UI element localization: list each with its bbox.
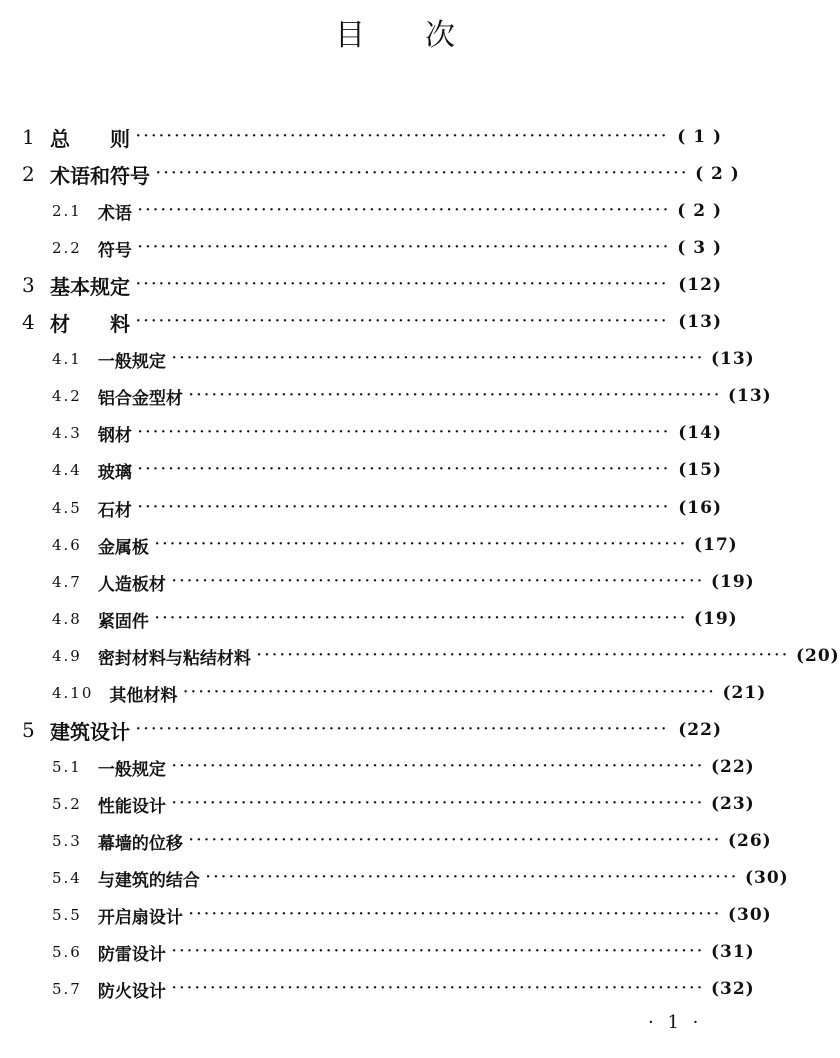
toc-entry-page: (13) (678, 312, 722, 332)
toc-entry-number: 4.1 (52, 350, 82, 368)
toc-entry-number: 4.2 (52, 387, 82, 405)
toc-leader-dots: ····································································· (171, 759, 705, 774)
toc-entry-number: 4.4 (52, 461, 82, 479)
toc-entry[interactable] (52, 937, 755, 967)
toc-entry-title: 开启扇设计 (97, 907, 183, 928)
toc-entry-page: (26) (727, 831, 772, 851)
toc-entry[interactable] (52, 196, 722, 226)
toc-leader-dots: ····································································· (256, 648, 790, 663)
toc-entry[interactable] (52, 233, 722, 263)
toc-entry[interactable] (52, 641, 840, 671)
toc-entry[interactable] (52, 344, 755, 374)
toc-leader-dots: ····································································· (137, 500, 671, 515)
toc-entry-title: 基本规定 (50, 274, 130, 299)
toc-entry[interactable] (52, 381, 772, 411)
toc-leader-dots: ····································································· (136, 277, 670, 292)
toc-entry-title: 一般规定 (97, 759, 166, 780)
page-title: 目次 (335, 18, 515, 53)
toc-entry-title: 材料 (50, 311, 170, 336)
toc-entry-number: 5.4 (52, 869, 82, 887)
toc-entry-title: 其他材料 (109, 685, 178, 706)
toc-entry[interactable] (22, 715, 722, 745)
toc-leader-dots: ····································································· (137, 240, 671, 255)
toc-entry-page: (30) (727, 905, 772, 925)
toc-leader-dots: ····································································· (171, 796, 705, 811)
toc-entry-title: 建筑设计 (50, 719, 130, 744)
toc-entry[interactable] (22, 307, 722, 337)
toc-entry-number: 4.10 (52, 684, 94, 702)
toc-entry-page: (14) (678, 423, 722, 443)
toc-entry-title: 防火设计 (97, 981, 166, 1002)
toc-entry-title: 防雷设计 (97, 944, 166, 965)
toc-entry-title: 符号 (97, 240, 132, 261)
toc-leader-dots: ····································································· (171, 574, 705, 589)
toc-entry-page: (22) (678, 720, 722, 740)
toc-entry-number: 4.3 (52, 424, 82, 442)
toc-leader-dots: ····································································· (171, 981, 705, 996)
toc-entry-page: (30) (744, 868, 789, 888)
toc-entry-title: 总则 (50, 126, 170, 151)
toc-entry-number: 4.7 (52, 573, 82, 591)
toc-entry-page: (19) (693, 609, 738, 629)
toc-entry-title: 密封材料与粘结材料 (97, 648, 251, 669)
toc-entry-page: (31) (710, 942, 755, 962)
toc-entry-number: 5.5 (52, 906, 82, 924)
toc-entry-page: (16) (678, 498, 722, 518)
toc-entry-title: 钢材 (97, 425, 132, 446)
toc-leader-dots: ····································································· (171, 351, 705, 366)
toc-entry-number: 2 (22, 162, 35, 186)
toc-entry[interactable] (52, 604, 738, 634)
toc-leader-dots: ····································································· (188, 833, 722, 848)
toc-entry-page: (19) (710, 572, 755, 592)
toc-entry-title: 紧固件 (97, 611, 149, 632)
toc-entry-title: 术语和符号 (50, 163, 150, 188)
toc-entry-number: 2.1 (52, 202, 82, 220)
toc-entry-page: ( 1 ) (677, 127, 722, 147)
toc-leader-dots: ····································································· (136, 129, 670, 144)
toc-entry[interactable] (52, 863, 789, 893)
toc-entry-number: 5.2 (52, 795, 82, 813)
toc-entry-number: 5.6 (52, 943, 82, 961)
toc-entry-title: 性能设计 (97, 796, 166, 817)
toc-leader-dots: ····································································· (136, 722, 670, 737)
toc-leader-dots: ····································································· (154, 611, 688, 626)
toc-entry[interactable] (52, 789, 755, 819)
toc-entry-number: 3 (22, 273, 35, 297)
toc-leader-dots: ····································································· (154, 537, 688, 552)
toc-entry[interactable] (52, 974, 755, 1004)
toc-entry-number: 2.2 (52, 239, 82, 257)
toc-entry-page: ( 2 ) (695, 164, 740, 184)
toc-entry-number: 5.1 (52, 758, 82, 776)
toc-entry[interactable] (52, 567, 755, 597)
toc-entry-number: 4.8 (52, 610, 82, 628)
toc-entry-number: 5 (22, 718, 35, 742)
toc-entry-number: 5.7 (52, 980, 82, 998)
page-number: · 1 · (648, 1012, 703, 1033)
toc-entry-number: 1 (22, 125, 35, 149)
toc-entry-page: (32) (710, 979, 755, 999)
toc-leader-dots: ····································································· (188, 907, 722, 922)
toc-leader-dots: ····································································· (188, 388, 722, 403)
toc-entry-page: (23) (710, 794, 755, 814)
toc-entry[interactable] (52, 826, 772, 856)
toc-entry-page: ( 3 ) (677, 238, 722, 258)
toc-entry-number: 4.5 (52, 499, 82, 517)
toc-entry-number: 4 (22, 310, 35, 334)
toc-entry-title: 幕墙的位移 (97, 833, 183, 854)
toc-leader-dots: ····································································· (137, 203, 671, 218)
toc-entry-page: (13) (727, 386, 772, 406)
toc-entry-number: 4.9 (52, 647, 82, 665)
toc-entry-title: 铝合金型材 (97, 388, 183, 409)
toc-entry[interactable] (22, 122, 722, 152)
toc-entry[interactable] (52, 900, 772, 930)
toc-entry-page: (20) (795, 646, 840, 666)
toc-entry[interactable] (52, 752, 755, 782)
toc-entry[interactable] (22, 159, 740, 189)
toc-leader-dots: ····································································· (183, 685, 717, 700)
toc-entry[interactable] (52, 493, 722, 523)
toc-entry-title: 人造板材 (97, 574, 166, 595)
toc-entry-page: ( 2 ) (677, 201, 722, 221)
toc-entry[interactable] (52, 418, 722, 448)
toc-leader-dots: ····································································· (205, 870, 739, 885)
toc-leader-dots: ····································································· (137, 425, 671, 440)
toc-entry-page: (21) (722, 683, 767, 703)
toc-entry-page: (22) (710, 757, 755, 777)
toc-entry-number: 4.6 (52, 536, 82, 554)
toc-entry-page: (17) (693, 535, 738, 555)
toc-entry-page: (12) (678, 275, 722, 295)
toc-entry[interactable] (52, 455, 722, 485)
toc-entry-title: 与建筑的结合 (97, 870, 200, 891)
toc-entry-number: 5.3 (52, 832, 82, 850)
toc-leader-dots: ····································································· (136, 314, 670, 329)
toc-entry-title: 玻璃 (97, 462, 132, 483)
toc-entry[interactable] (22, 270, 722, 300)
toc-entry-title: 金属板 (97, 537, 149, 558)
toc-leader-dots: ····································································· (156, 166, 690, 181)
toc-entry[interactable] (52, 530, 738, 560)
toc-entry[interactable] (52, 678, 767, 708)
toc-leader-dots: ····································································· (171, 944, 705, 959)
toc-entry-title: 石材 (97, 500, 132, 521)
toc-entry-page: (15) (678, 460, 722, 480)
toc-entry-page: (13) (710, 349, 755, 369)
toc-entry-title: 术语 (97, 203, 132, 224)
toc-leader-dots: ····································································· (137, 462, 671, 477)
toc-entry-title: 一般规定 (97, 351, 166, 372)
